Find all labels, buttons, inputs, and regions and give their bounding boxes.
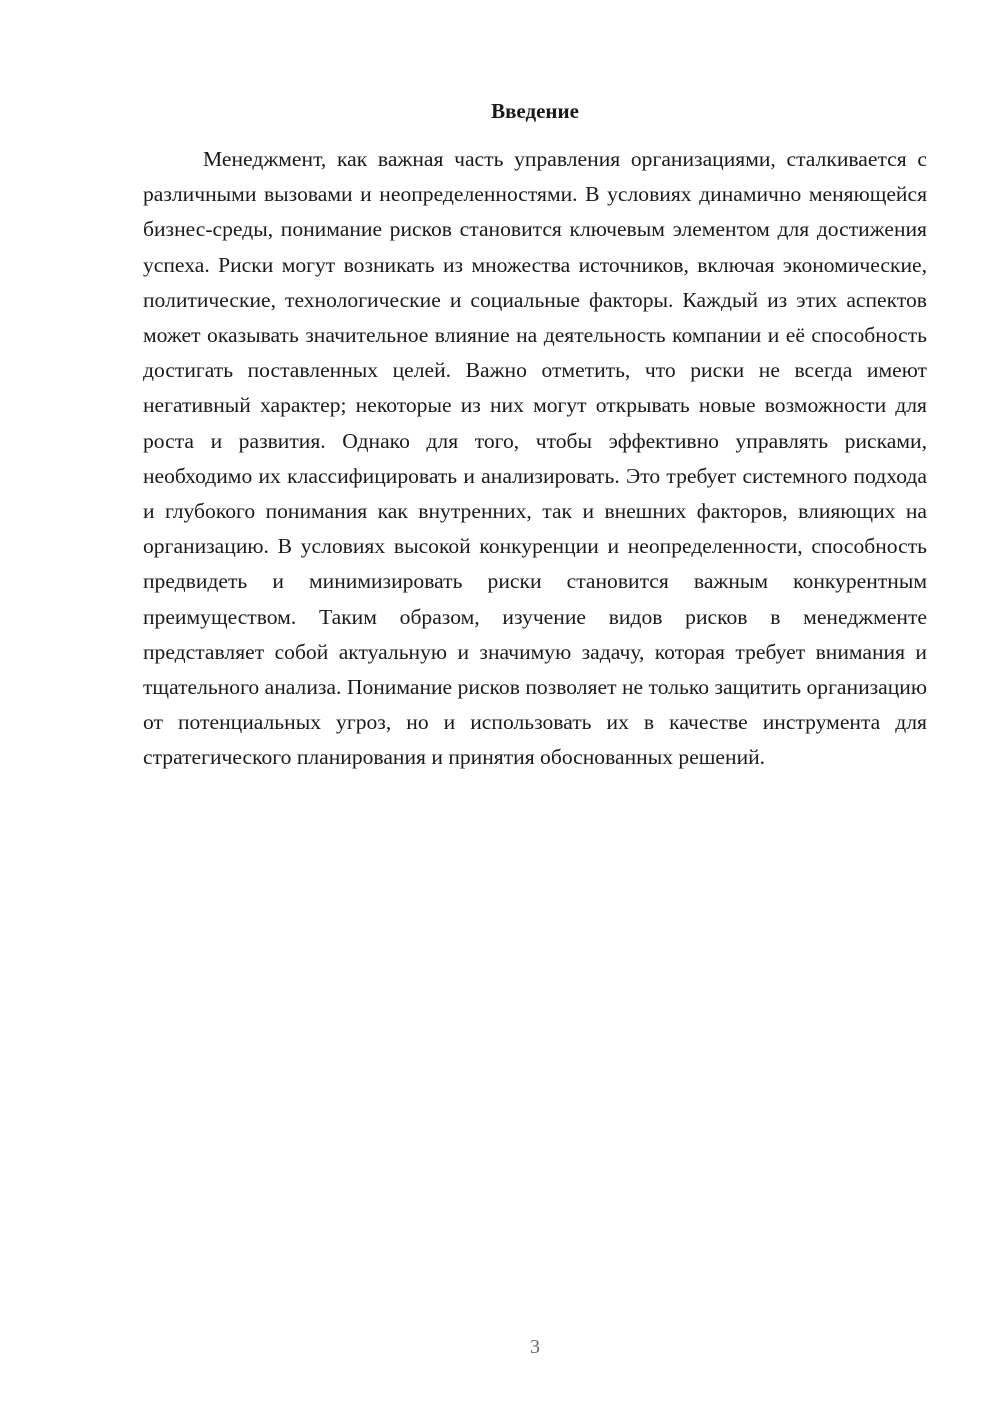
- section-heading: Введение: [491, 99, 579, 123]
- body-paragraph: Менеджмент, как важная часть управления организациями, сталкивается с различными вызовами и неопределенностями. В условиях динамично меняющейся бизнес-среды, понимание рисков становится ключевым элементом для достижения успеха. Риски могут возникать из множества источников, включая экономические, политические, технологические и социальные факторы. Каждый из этих аспектов может оказывать значительное влияние на деятельность компании и её способность достигать поставленных целей. Важно отметить, что риски не всегда имеют негативный характер; некоторые из них могут открывать новые возможности для роста и развития. Однако для того, чтобы эффективно управлять рисками, необходимо их классифицировать и анализировать. Это требует системного подхода и глубокого понимания как внутренних, так и внешних факторов, влияющих на организацию. В условиях высокой конкуренции и неопределенности, способность предвидеть и минимизировать риски становится важным конкурентным преимуществом. Таким образом, изучение видов рисков в менеджменте представляет собой актуальную и значимую задачу, которая требует внимания и тщательного анализа. Понимание рисков позволяет не только защитить организацию от потенциальных угроз, но и использовать их в качестве инструмента для стратегического планирования и принятия обоснованных решений.: [143, 147, 927, 770]
- page-number: 3: [530, 1336, 540, 1358]
